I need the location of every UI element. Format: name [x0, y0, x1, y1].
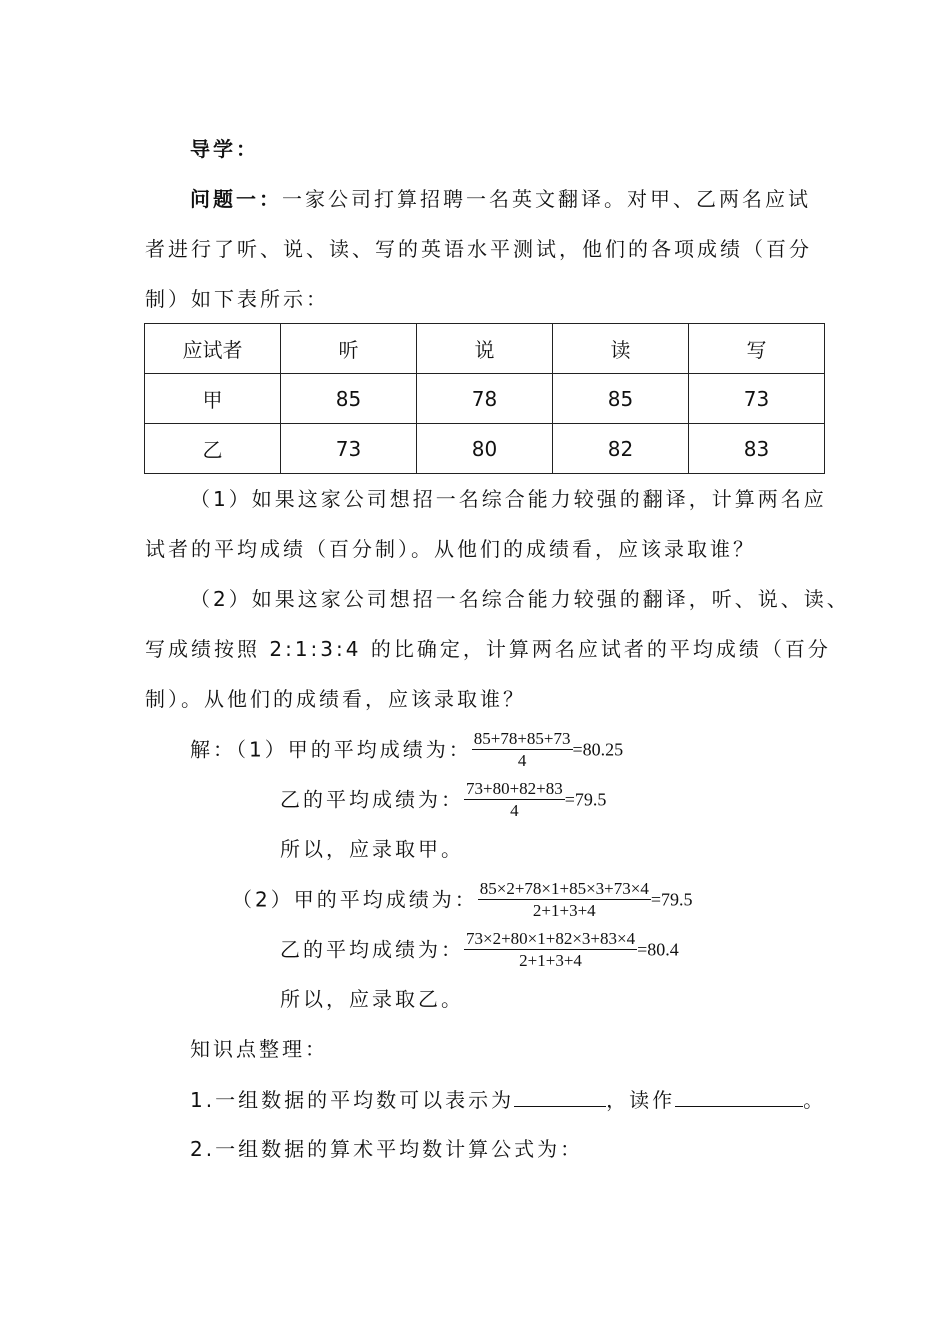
solution-1-prefix: 解：（1）甲的平均成绩为： [190, 737, 472, 762]
table-header-cell: 读 [553, 324, 689, 374]
table-cell: 73 [689, 374, 825, 424]
fraction-denominator: 2+1+3+4 [532, 901, 596, 920]
solution-1-conclusion: 所以，应录取甲。 [280, 837, 464, 861]
section-heading: 导学： [190, 137, 259, 161]
problem-line-1 [190, 186, 870, 212]
problem-label: 问题一： [190, 187, 282, 211]
score-table [144, 323, 825, 474]
problem-line-2: 者进行了听、说、读、写的英语水平测试，他们的各项成绩（百分 [145, 237, 812, 261]
table-cell: 73 [281, 424, 417, 474]
fraction-result: =79.5 [650, 889, 693, 910]
knowledge-title: 知识点整理： [190, 1037, 328, 1061]
solution-2-conclusion: 所以，应录取乙。 [280, 987, 464, 1011]
table-row [145, 424, 825, 474]
fraction-result: =80.25 [572, 739, 624, 760]
fraction [464, 778, 565, 821]
fraction-numerator: 85+78+85+73 [473, 729, 571, 748]
fraction-numerator: 85×2+78×1+85×3+73×4 [479, 879, 649, 898]
table-header-cell: 说 [417, 324, 553, 374]
solution-2-prefix: （2）甲的平均成绩为： [232, 887, 478, 912]
table-cell: 85 [281, 374, 417, 424]
problem-text-1: 一家公司打算招聘一名英文翻译。对甲、乙两名应试 [282, 187, 811, 211]
table-header-cell: 应试者 [145, 324, 281, 374]
table-header-cell: 写 [689, 324, 825, 374]
solution-1-jia [190, 726, 870, 772]
table-cell: 80 [417, 424, 553, 474]
table-cell: 乙 [145, 424, 281, 474]
question-1-line-1: （1）如果这家公司想招一名综合能力较强的翻译，计算两名应 [190, 487, 827, 511]
table-cell: 甲 [145, 374, 281, 424]
fraction [464, 928, 637, 971]
solution-2-jia [232, 876, 912, 922]
knowledge-item-1-text-c: 。 [803, 1088, 827, 1112]
question-2-line-2: 写成绩按照 2:1:3:4 的比确定，计算两名应试者的平均成绩（百分 [145, 637, 831, 661]
table-cell: 85 [553, 374, 689, 424]
question-2-line-3: 制）。从他们的成绩看，应该录取谁？ [145, 687, 526, 711]
problem-line-3: 制）如下表所示： [145, 287, 329, 311]
solution-1-yi [280, 776, 950, 822]
table-header-row [145, 324, 825, 374]
table-cell: 83 [689, 424, 825, 474]
fraction-result: =79.5 [564, 789, 607, 810]
fraction-numerator: 73×2+80×1+82×3+83×4 [466, 929, 636, 948]
solution-1-yi-label: 乙的平均成绩为： [280, 787, 464, 812]
answer-blank-2[interactable] [675, 1086, 803, 1107]
table-cell: 78 [417, 374, 553, 424]
table-header-cell: 听 [281, 324, 417, 374]
table-row [145, 374, 825, 424]
fraction-denominator: 4 [510, 801, 519, 820]
solution-2-yi [280, 926, 950, 972]
knowledge-item-1 [190, 1086, 870, 1113]
fraction-denominator: 4 [517, 751, 527, 770]
knowledge-item-2: 2.一组数据的算术平均数计算公式为： [190, 1137, 584, 1161]
knowledge-item-1-text-b: ，读作 [606, 1088, 676, 1112]
fraction [478, 878, 651, 921]
question-2-line-1: （2）如果这家公司想招一名综合能力较强的翻译，听、说、读、 [190, 587, 850, 611]
fraction-numerator: 73+80+82+83 [466, 779, 563, 798]
answer-blank-1[interactable] [514, 1086, 606, 1107]
fraction-result: =80.4 [637, 939, 679, 960]
fraction [472, 728, 573, 771]
knowledge-item-1-text-a: 1.一组数据的平均数可以表示为 [190, 1088, 515, 1112]
solution-2-yi-label: 乙的平均成绩为： [280, 937, 464, 962]
question-1-line-2: 试者的平均成绩（百分制）。从他们的成绩看，应该录取谁？ [145, 537, 756, 561]
table-cell: 82 [553, 424, 689, 474]
fraction-denominator: 2+1+3+4 [519, 951, 582, 970]
